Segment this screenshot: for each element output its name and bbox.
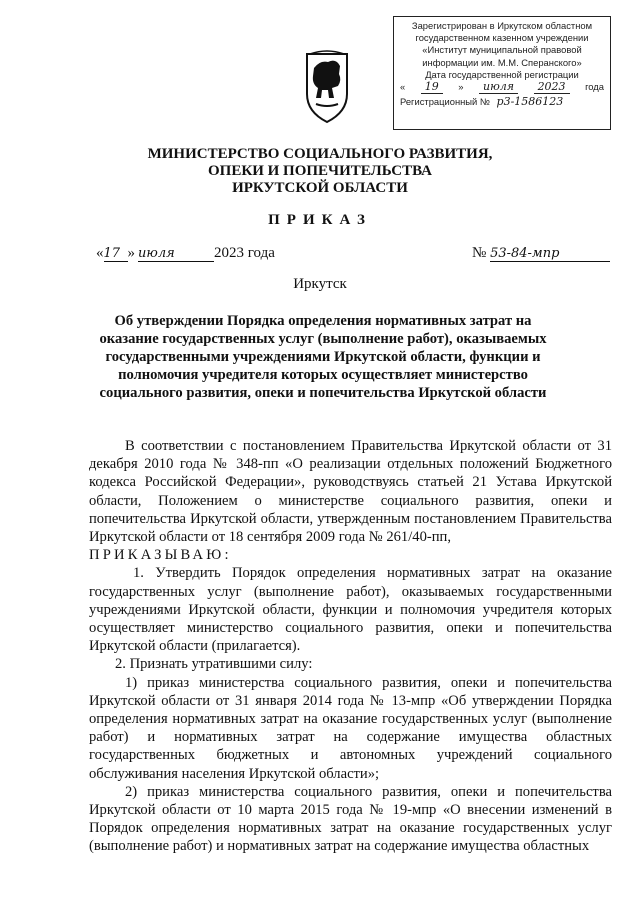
stamp-line: информации им. М.М. Сперанского» <box>422 56 582 68</box>
preamble-paragraph: В соответствии с постановлением Правительства Иркутской области от 31 декабря 2010 года № 348-пп «О реализации отдельных положений Бюджетного кодекса Российской Федерации», руководствуясь статьей 21 Устава Иркутской области, Положением о министерстве социального развития, опеки и попечительства Иркутской области, утвержденным постановлением Правительства Иркутской области от 18 сентября 2009 года № 261/40-пп, <box>89 438 612 546</box>
stamp-reg-label: Регистрационный № <box>400 96 490 108</box>
order-date-day: 17 <box>104 246 128 262</box>
ministry-line: МИНИСТЕРСТВО СОЦИАЛЬНОГО РАЗВИТИЯ, <box>147 146 493 162</box>
order-item-2-2: 2) приказ министерства социального развития, опеки и попечительства Иркутской области от 10 марта 2015 года № 19-мпр «О внесении изменений в Порядок определения нормативных затрат на оказание государственных услуг (выполнение работ) и нормативных затрат на содержание имущества областных <box>89 783 612 855</box>
coat-of-arms-emblem <box>302 46 352 124</box>
registration-stamp <box>393 16 611 130</box>
order-date-month: июля <box>138 246 214 262</box>
stamp-date-year: 2023 <box>534 81 570 94</box>
order-word: ПРИКАЗЫВАЮ: <box>89 547 232 564</box>
order-number-value: 53-84-мпр <box>490 246 610 262</box>
stamp-date-month: июля <box>479 81 518 94</box>
order-item-1: 1. Утвердить Порядок определения нормативных затрат на оказание государственных услуг (выполнение работ), оказываемых государственными учреждениями Иркутской области, функции и полномочия учредителя которых осуществляет министерство социального развития, опеки и попечительства Иркутской области (прилагается). <box>89 565 612 655</box>
order-item-2-1: 1) приказ министерства социального развития, опеки и попечительства Иркутской области от 31 января 2014 года № 13-мпр «Об утверждении Порядка определения нормативных затрат на оказание государственных услуг (выполнение работ) и нормативных затрат на содержание имущества областных государственных бюджетных и автономных учреждений социального обслуживания населения Иркутской области»; <box>89 674 612 782</box>
stamp-line: Дата государственной регистрации <box>425 68 579 80</box>
stamp-line: «Институт муниципальной правовой <box>422 44 582 56</box>
ministry-line: ОПЕКИ И ПОПЕЧИТЕЛЬСТВА <box>208 163 432 179</box>
date-quote: « <box>96 245 104 261</box>
order-date <box>96 245 275 262</box>
date-quote: » <box>127 245 135 261</box>
stamp-date-day: 19 <box>421 81 443 94</box>
ministry-header <box>0 146 640 197</box>
order-subject: Об утверждении Порядка определения нормативных затрат на оказание государственных услуг (выполнение работ), оказываемых государственными учреждениями Иркутской области, функции и полномочия учредителя которых осуществляет министерство социального развития, опеки и попечительства Иркутской области <box>99 313 547 401</box>
ministry-line: ИРКУТСКОЙ ОБЛАСТИ <box>232 180 408 196</box>
order-number <box>472 245 610 262</box>
stamp-date-suffix: года <box>585 81 604 93</box>
stamp-reg-row <box>398 96 606 108</box>
stamp-line: Зарегистрирован в Иркутском областном <box>411 20 593 31</box>
order-number-label: № <box>472 245 487 261</box>
stamp-reg-number: р3-1586123 <box>493 96 568 108</box>
city: Иркутск <box>293 276 347 292</box>
order-item-2: 2. Признать утратившими силу: <box>115 656 313 673</box>
document-body <box>89 437 612 856</box>
stamp-date-row: « 19 » июля 2023 года <box>400 81 604 94</box>
stamp-line: государственном казенном учреждении <box>415 32 589 44</box>
document-type-title: ПРИКАЗ <box>268 212 372 228</box>
order-date-year: 2023 года <box>214 245 275 261</box>
